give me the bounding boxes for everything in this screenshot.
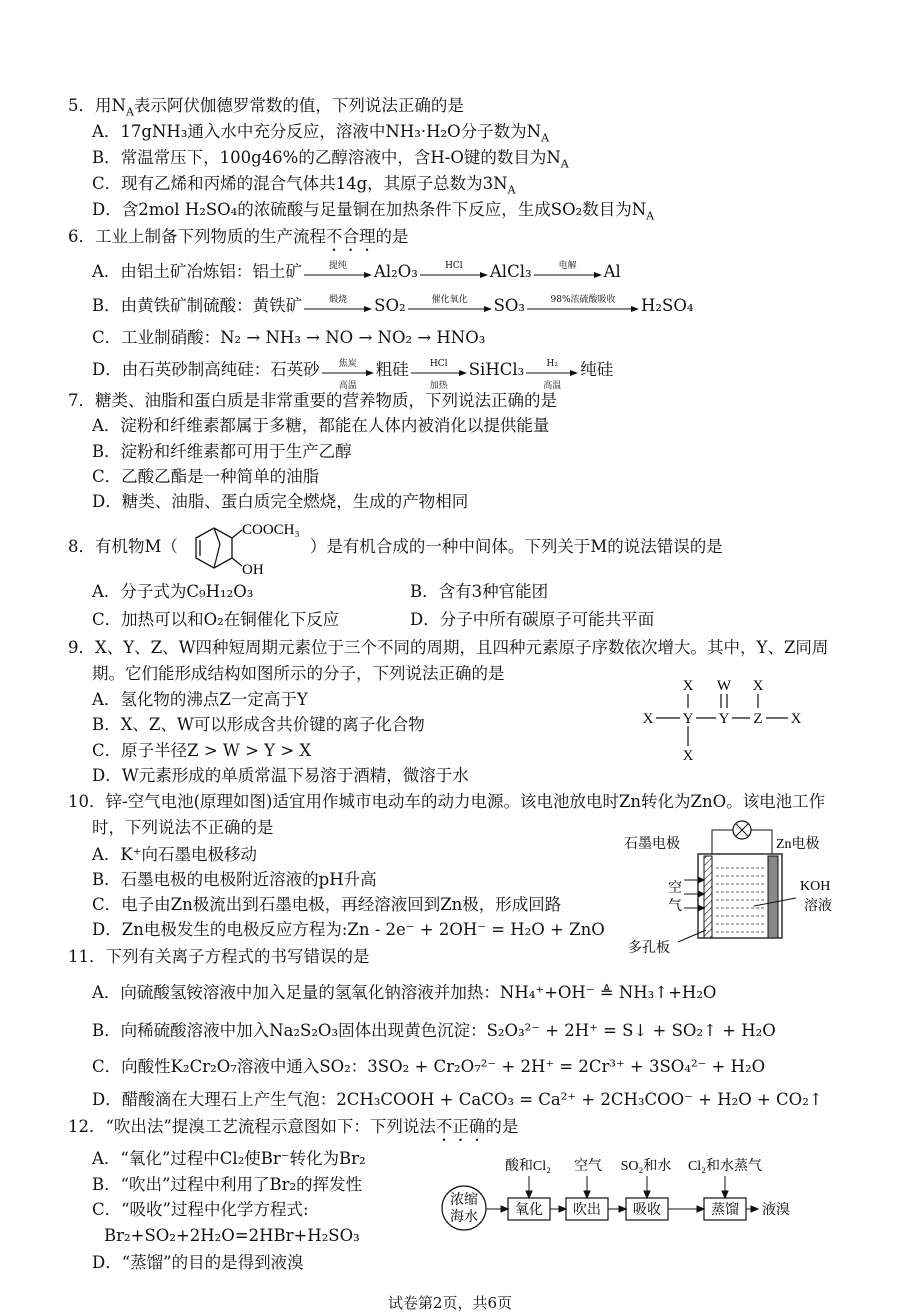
svg-text:空: 空 bbox=[668, 881, 682, 896]
svg-text:X: X bbox=[682, 678, 694, 694]
q8-option-c: C．加热可以和O₂在铜催化下反应 bbox=[92, 610, 340, 629]
svg-text:浓缩: 浓缩 bbox=[450, 1193, 478, 1208]
svg-text:液溴: 液溴 bbox=[762, 1203, 790, 1218]
q10-battery-diagram bbox=[624, 818, 850, 962]
q12-flow-diagram bbox=[440, 1154, 820, 1244]
q8-group-oh: OH bbox=[242, 562, 264, 578]
question-10-stem: 10．锌-空气电池(原理如图)适宜用作城市电动车的动力电源。该电池放电时Zn转化为ZnO。该电池工作 bbox=[68, 792, 826, 811]
q12-option-d: D．“蒸馏”的目的是得到液溴 bbox=[92, 1253, 304, 1272]
svg-text:多孔板: 多孔板 bbox=[628, 941, 670, 956]
q8-option-b: B．含有3种官能团 bbox=[410, 582, 549, 601]
q7-option-d: D．糖类、油脂、蛋白质完全燃烧，生成的产物相同 bbox=[92, 492, 469, 511]
q6-option-b: B．由黄铁矿制硫酸：黄铁矿 煅烧 SO₂ 催化氧化 SO₃ 98%浓硫酸吸收 H₂SO₄ bbox=[92, 294, 694, 315]
q10-option-b: B．石墨电极的电极附近溶液的pH升高 bbox=[92, 870, 377, 889]
q9-option-c: C．原子半径Z > W > Y > X bbox=[92, 741, 312, 760]
q11-option-b: B．向稀硫酸溶液中加入Na₂S₂O₃固体出现黄色沉淀：S₂O₃²⁻ + 2H⁺ = S↓ + SO₂↑ + H₂O bbox=[92, 1021, 776, 1040]
svg-text:吹出: 吹出 bbox=[573, 1203, 601, 1218]
q11-option-a: A．向硫酸氢铵溶液中加入足量的氢氧化钠溶液并加热：NH₄⁺+OH⁻ ≜ NH₃↑+H₂O bbox=[92, 983, 717, 1002]
q10-option-c: C．电子由Zn极流出到石墨电极，再经溶液回到Zn极，形成回路 bbox=[92, 895, 562, 914]
q8-group-coo: COOCH₃ bbox=[242, 522, 300, 538]
svg-text:KOH: KOH bbox=[800, 879, 831, 894]
q8-structure-diagram bbox=[176, 516, 336, 580]
q11-option-d: D．醋酸滴在大理石上产生气泡：2CH₃COOH + CaCO₃ = Ca²⁺ + 2CH₃COO⁻ + H₂O + CO₂↑ bbox=[92, 1090, 823, 1109]
q5-option-c: C．现有乙烯和丙烯的混合气体共14g，其原子总数为$3N_A$ bbox=[92, 174, 516, 197]
q7-option-a: A．淀粉和纤维素都属于多糖，都能在人体内被消化以提供能量 bbox=[92, 416, 550, 435]
q6-option-d: D．由石英砂制高纯硅：石英砂 焦炭 高温 粗硅 HCl 加热 SiHCl₃ H₂ 高温 纯硅 bbox=[92, 358, 614, 391]
q9-option-a: A．氢化物的沸点Z一定高于Y bbox=[92, 690, 308, 709]
q10-option-a: A．K⁺向石墨电极移动 bbox=[92, 845, 257, 864]
svg-text:溶液: 溶液 bbox=[804, 899, 832, 914]
question-7-stem: 7．糖类、油脂和蛋白质是非常重要的营养物质，下列说法正确的是 bbox=[68, 391, 557, 410]
svg-text:W: W bbox=[716, 678, 732, 694]
q5-option-a: A．17gNH₃通入水中充分反应，溶液中NH₃·H₂O分子数为$N_A$ bbox=[92, 122, 550, 145]
question-6-stem: 6．工业上制备下列物质的生产流程不合理的是 bbox=[68, 227, 409, 246]
q9-option-d: D．W元素形成的单质常温下易溶于酒精，微溶于水 bbox=[92, 766, 469, 785]
svg-text:X: X bbox=[790, 711, 802, 727]
q7-option-b: B．淀粉和纤维素都可用于生产乙醇 bbox=[92, 442, 352, 461]
q10-option-d: D．Zn电极发生的电极反应方程为:Zn - 2e⁻ + 2OH⁻ = H₂O + ZnO bbox=[92, 920, 605, 939]
question-9-stem: 9．X、Y、Z、W四种短周期元素位于三个不同的周期，且四种元素原子序数依次增大。其中，Y、Z同周 bbox=[68, 638, 829, 657]
q12-option-b: B．“吹出”过程中利用了Br₂的挥发性 bbox=[92, 1175, 363, 1194]
question-10-stem-cont: 时，下列说法不正确的是 bbox=[92, 818, 274, 837]
svg-text:X: X bbox=[752, 678, 764, 694]
question-11-stem: 11．下列有关离子方程式的书写错误的是 bbox=[68, 947, 370, 966]
svg-text:X: X bbox=[642, 711, 654, 727]
svg-text:空气: 空气 bbox=[574, 1159, 602, 1174]
q9-option-b: B．X、Z、W可以形成含共价键的离子化合物 bbox=[92, 715, 425, 734]
q8-option-d: D．分子中所有碳原子可能共平面 bbox=[410, 610, 655, 629]
q12-option-a: A．“氧化”过程中Cl₂使Br⁻转化为Br₂ bbox=[92, 1149, 366, 1168]
svg-text:Y: Y bbox=[682, 711, 694, 727]
svg-text:吸收: 吸收 bbox=[633, 1203, 661, 1218]
question-12-stem: 12．“吹出法”提溴工艺流程示意图如下：下列说法不正确的是 bbox=[68, 1117, 519, 1136]
svg-text:气: 气 bbox=[668, 899, 682, 914]
svg-text:Z: Z bbox=[753, 711, 763, 727]
svg-text:SO₂和水: SO₂和水 bbox=[620, 1159, 672, 1174]
svg-text:蒸馏: 蒸馏 bbox=[711, 1203, 739, 1218]
q6-option-c: C．工业制硝酸：N₂ → NH₃ → NO → NO₂ → HNO₃ bbox=[92, 328, 486, 347]
page-footer: 试卷第2页，共6页 bbox=[387, 1294, 513, 1312]
svg-text:酸和Cl₂: 酸和Cl₂ bbox=[504, 1159, 552, 1174]
svg-text:Cl₂和水蒸气: Cl₂和水蒸气 bbox=[687, 1159, 763, 1174]
question-8-stem: 8．有机物M（ ）是有机合成的一种中间体。下列关于M的说法错误的是 bbox=[68, 537, 723, 556]
q5-option-b: B．常温常压下，100g46%的乙醇溶液中，含H-O键的数目为$N_A$ bbox=[92, 148, 569, 171]
q7-option-c: C．乙酸乙酯是一种简单的油脂 bbox=[92, 467, 320, 486]
svg-text:海水: 海水 bbox=[450, 1210, 478, 1225]
q8-option-a: A．分子式为C₉H₁₂O₃ bbox=[92, 582, 254, 601]
svg-text:Y: Y bbox=[718, 711, 730, 727]
question-5-stem: 5．用$N_A$表示阿伏伽德罗常数的值，下列说法正确的是 bbox=[68, 96, 464, 119]
svg-text:氧化: 氧化 bbox=[515, 1203, 543, 1218]
q12-option-c: C．“吸收”过程中化学方程式: bbox=[92, 1200, 309, 1219]
svg-text:石墨电极: 石墨电极 bbox=[624, 837, 680, 852]
q5-option-d: D．含2mol H₂SO₄的浓硫酸与足量铜在加热条件下反应，生成SO₂数目为$N_A$ bbox=[92, 200, 655, 223]
q11-option-c: C．向酸性K₂Cr₂O₇溶液中通入SO₂：3SO₂ + Cr₂O₇²⁻ + 2H⁺ = 2Cr³⁺ + 3SO₄²⁻ + H₂O bbox=[92, 1057, 766, 1076]
q12-option-c-equation: Br₂+SO₂+2H₂O=2HBr+H₂SO₃ bbox=[104, 1226, 360, 1245]
question-9-stem-cont: 期。它们能形成结构如图所示的分子，下列说法正确的是 bbox=[92, 664, 505, 683]
svg-text:X: X bbox=[682, 748, 694, 764]
svg-text:Zn电极: Zn电极 bbox=[776, 837, 820, 852]
q6-option-a: A．由铝土矿冶炼铝：铝土矿 提纯 Al₂O₃ HCl AlCl₃ 电解 Al bbox=[92, 260, 621, 281]
q9-molecule-diagram bbox=[640, 676, 820, 766]
